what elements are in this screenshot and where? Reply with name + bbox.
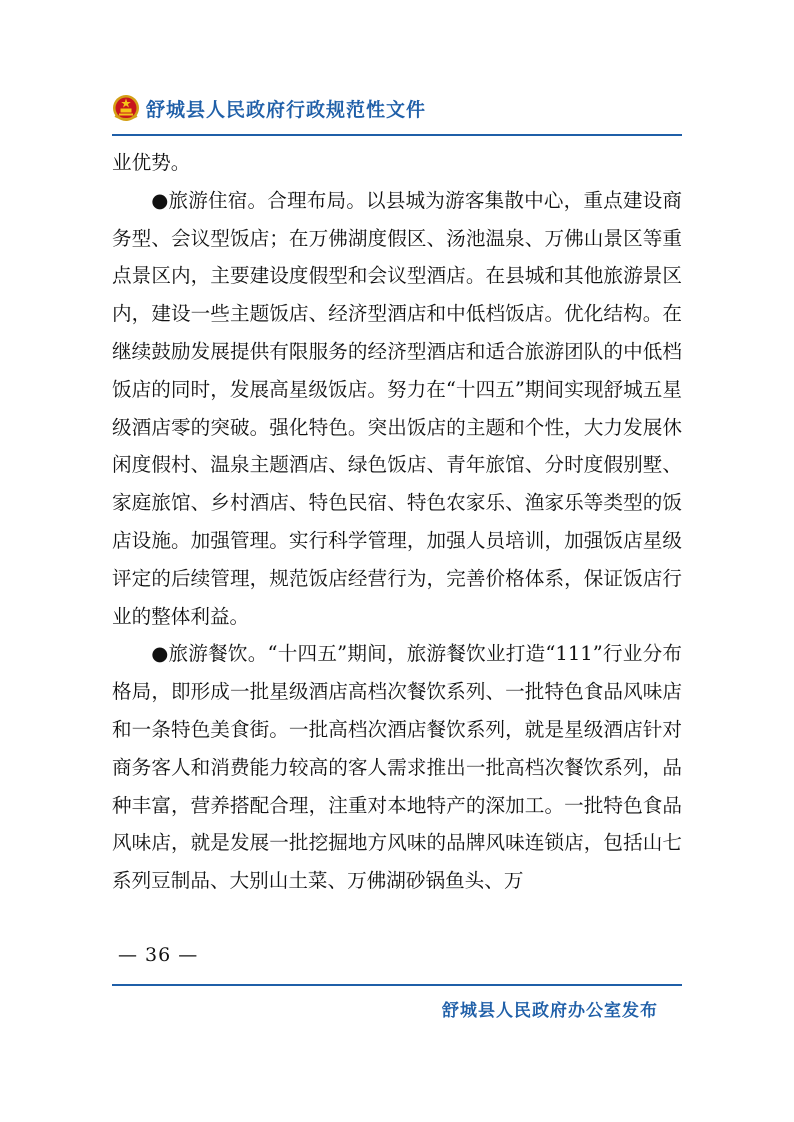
footer-publisher: 舒城县人民政府办公室发布 xyxy=(442,1001,658,1021)
header-divider xyxy=(112,134,682,136)
paragraph-continuation: 业优势。 xyxy=(112,151,191,174)
document-header xyxy=(112,88,426,128)
national-emblem-icon xyxy=(112,94,140,122)
paragraph-tourism-accommodation: ●旅游住宿。合理布局。以县城为游客集散中心，重点建设商务型、会议型饭店；在万佛湖度假区、汤池温泉、万佛山景区等重点景区内，主要建设度假型和会议型酒店。在县城和其他旅游景区内，建设一些主题饭店、经济型酒店和中低档饭店。优化结构。在继续鼓励发展提供有限服务的经济型酒店和适合旅游团队的中低档饭店的同时，发展高星级饭店。努力在“十四五”期间实现舒城五星级酒店零的突破。强化特色。突出饭店的主题和个性，大力发展休闲度假村、温泉主题酒店、绿色饭店、青年旅馆、分时度假别墅、家庭旅馆、乡村酒店、特色民宿、特色农家乐、渔家乐等类型的饭店设施。加强管理。实行科学管理，加强人员培训，加强饭店星级评定的后续管理，规范饭店经营行为，完善价格体系，保证饭店行业的整体利益。 xyxy=(112,188,682,628)
header-title: 舒城县人民政府行政规范性文件 xyxy=(146,98,427,121)
footer-divider xyxy=(112,984,682,986)
document-body xyxy=(112,144,682,900)
page-number: — 36 — xyxy=(118,944,199,966)
paragraph-tourism-dining: ●旅游餐饮。“十四五”期间，旅游餐饮业打造“111”行业分布格局，即形成一批星级酒店高档次餐饮系列、一批特色食品风味店和一条特色美食街。一批高档次酒店餐饮系列，就是星级酒店针对商务客人和消费能力较高的客人需求推出一批高档次餐饮系列，品种丰富，营养搭配合理，注重对本地特产的深加工。一批特色食品风味店，就是发展一批挖掘地方风味的品牌风味连锁店，包括山七系列豆制品、大别山土菜、万佛湖砂锅鱼头、万 xyxy=(112,642,682,893)
